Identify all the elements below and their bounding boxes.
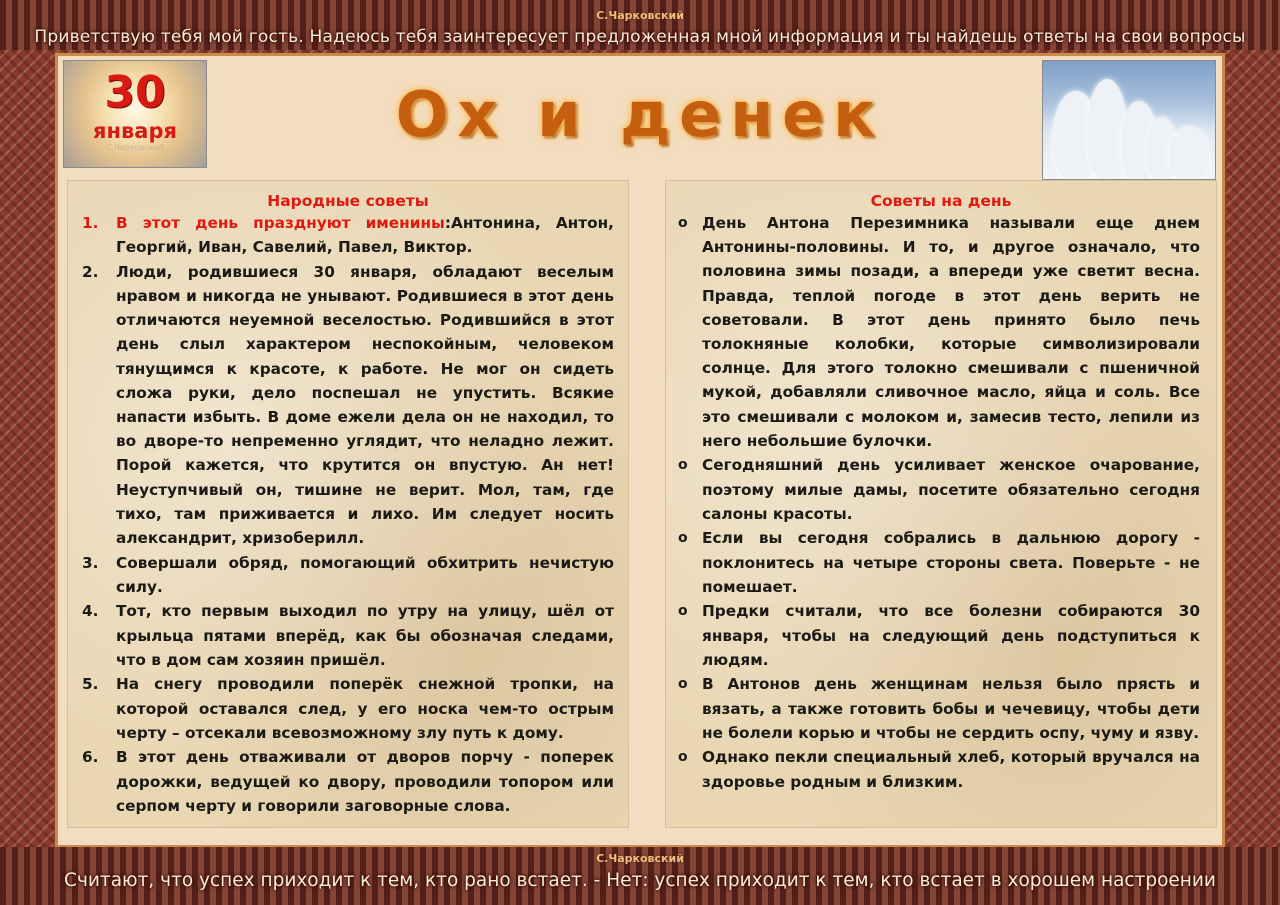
folk-advice-panel: [67, 180, 629, 828]
date-day: 30: [104, 67, 166, 118]
item-text: :Антонина, Антон, Георгий, Иван, Савелий, Павел, Виктор.: [116, 214, 614, 257]
item-text: Люди, родившиеся 30 января, обладают веселым нравом и никогда не унывают. Родившиеся в этот день отличаются неуемной веселостью. Родившийся в этот день слыл характером неспокойным, человеком тянущимся к красоте, к работе. Не мог он сидеть сложа руки, дело поспешал не упустить. Всякие напасти избыть. В доме ежели дела он не находил, то во дворе-то непременно углядит, что неладно лежит. Порой кажется, что крутится он впустую. Ан нет! Неуступчивый он, тишине не верит. Мол, там, где тихо, там приживается и лихо. Им следует носить александрит, хризоберилл.: [116, 262, 614, 548]
item-number: 5.: [82, 675, 99, 694]
item-text: На снегу проводили поперёк снежной тропки, на которой оставался след, у его носка чем-то острым черту – отсекали всевозможному злу путь к дому.: [116, 675, 614, 742]
daily-advice-title: Советы на день: [870, 192, 1012, 210]
item-number: 4.: [82, 602, 99, 621]
item-number: 6.: [82, 748, 99, 767]
bullet-icon: o: [678, 457, 688, 474]
date-signature: С.Чарковский: [106, 143, 164, 152]
list-item: [68, 672, 628, 745]
footer-quote: Считают, что успех приходит к тем, кто рано встает. - Нет: успех приходит к тем, кто встает в хорошем настроении: [64, 870, 1216, 891]
item-text: В Антонов день женщинам нельзя было прясть и вязать, а также готовить бобы и чечевицу, чтобы дети не болели корью и чтобы не сердить оспу, чуму и язву.: [702, 675, 1200, 742]
bullet-icon: o: [678, 676, 688, 693]
item-text: Тот, кто первым выходил по утру на улицу, шёл от крыльца пятами вперёд, как бы обозначая следами, что в дом сам хозяин пришёл.: [116, 602, 614, 669]
list-item: [68, 745, 628, 818]
list-item: [666, 526, 1216, 599]
item-text: День Антона Перезимника называли еще днем Антонины-половины. И то, и другое означало, что половина зимы позади, а впереди уже светит весна. Правда, теплой погоде в этот день верить не советовали. В этот день принято было печь толокняные колобки, которые символизировали солнце. Для этого толокно смешивали с пшеничной мукой, добавляли сливочное масло, яйца и соль. Все это смешивали с молоком и, замесив тесто, лепили из него небольшие булочки.: [702, 214, 1200, 450]
daily-advice-panel: [665, 180, 1217, 828]
item-number: 2.: [82, 262, 99, 281]
page-title: Ох и денек: [395, 78, 885, 151]
item-number: 1.: [82, 214, 99, 232]
item-text: Сегодняшний день усиливает женское очарование, поэтому милые дамы, посетите обязательно сегодня салоны красоты.: [702, 456, 1200, 523]
bullet-icon: o: [678, 603, 688, 620]
item-text: Совершали обряд, помогающий обхитрить нечистую силу.: [116, 553, 614, 596]
list-item: [666, 745, 1216, 793]
list-item: [666, 599, 1216, 672]
list-item: [666, 453, 1216, 526]
list-item: [68, 551, 628, 599]
date-month: января: [93, 119, 177, 143]
item-number: 3.: [82, 553, 99, 572]
list-item: [68, 599, 628, 672]
folk-advice-title: Народные советы: [267, 192, 429, 210]
list-item: [666, 211, 1216, 453]
date-badge: [63, 60, 207, 168]
header-author: С.Чарковский: [596, 9, 684, 22]
item-text: Однако пекли специальный хлеб, который вручался на здоровье родным и близким.: [702, 748, 1200, 791]
footer-author: С.Чарковский: [596, 852, 684, 865]
winter-trees-image: [1042, 60, 1216, 180]
item-text: Если вы сегодня собрались в дальнюю дорогу - поклонитесь на четыре стороны света. Поверьте - не помешает.: [702, 529, 1200, 596]
list-item: [666, 672, 1216, 745]
list-item: [68, 260, 628, 550]
item-highlight: В этот день празднуют именины: [116, 214, 445, 232]
item-text: В этот день отваживали от дворов порчу - поперек дорожки, ведущей ко двору, проводили топором или серпом черту и говорили заговорные слова.: [116, 748, 614, 815]
bullet-icon: o: [678, 530, 688, 547]
list-item: [68, 211, 628, 259]
bullet-icon: o: [678, 215, 688, 231]
greeting-text: Приветствую тебя мой гость. Надеюсь тебя заинтересует предложенная мной информация и ты найдешь ответы на свои вопросы: [34, 27, 1246, 47]
item-text: Предки считали, что все болезни собираются 30 января, чтобы на следующий день подступиться к людям.: [702, 602, 1200, 669]
bullet-icon: o: [678, 749, 688, 766]
